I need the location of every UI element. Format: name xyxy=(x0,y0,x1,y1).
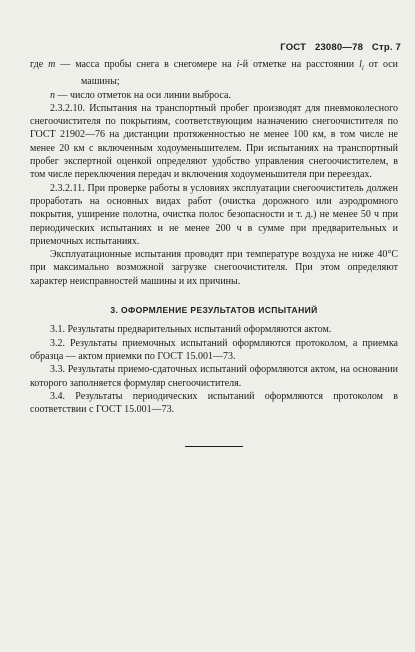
end-rule xyxy=(185,446,243,447)
sub-i: i xyxy=(361,64,364,72)
var-n: n xyxy=(50,89,55,101)
paragraph-3-2: 3.2. Результаты приемочных испытаний оформляются протоколом, а приемка образца — актом приемки по ГОСТ 15.001—73. xyxy=(30,337,398,362)
paragraph-3-3: 3.3. Результаты приемо-сдаточных испытаний оформляются актом, на основании которого заполняется формуляр снегоочистителя. xyxy=(30,364,398,389)
paragraph-2-3-2-11: 2.3.2.11. При проверке работы в условиях эксплуатации снегоочиститель должен проработать на основных видах работ (очистка дорожного или аэродромного покрытия, уширение полотна, очистка полос безопасности и т. д.) не менее 50 ч при периодических испытаниях и не менее 200 ч в сумме при предварительных и приемочных испытаниях. xyxy=(30,182,398,247)
page-header xyxy=(274,42,401,53)
var-i: i xyxy=(236,59,240,70)
section-heading: 3. ОФОРМЛЕНИЕ РЕЗУЛЬТАТОВ ИСПЫТАНИЙ xyxy=(110,305,318,316)
formula-explanation-m: где m — масса пробы снега в снегомере на i-й отметке на расстоянии $l_i$ от оси машины; xyxy=(30,59,399,88)
header-page-number: Стр. 7 xyxy=(371,42,401,53)
paragraph-2-3-2-10: 2.3.2.10. Испытания на транспортный пробег производят для пневмоколесного снегоочистителя по покрытиям, соответствующим назначению снегоочистителя по ГОСТ 21902—76 на дистанции протяженностью не менее 100 км, в том числе не менее 20 км с включенным ходоуменьшителем. При испытаниях на транспортный пробег экспертной оценкой определяют удобство управления снегоочистителем, в том числе переключения передач и включения ходоуменьшителя при переездах. xyxy=(30,102,398,181)
document-body xyxy=(30,58,398,447)
var-l: l xyxy=(359,59,362,70)
header-standard-number: 23080—78 xyxy=(314,42,364,53)
paragraph-operational-tests: Эксплуатационные испытания проводят при температуре воздуха не ниже 40°С при максимально возможной загрузке снегоочистителя. При этом определяют характер неисправностей машины и их причины. xyxy=(30,249,398,287)
paragraph-3-4: 3.4. Результаты периодических испытаний оформляются протоколом в соответствии с ГОСТ 15.001—73. xyxy=(30,390,398,416)
header-gost: ГОСТ xyxy=(280,42,307,53)
var-m: m xyxy=(48,59,56,70)
paragraph-3-1: 3.1. Результаты предварительных испытаний оформляются актом. xyxy=(50,324,332,336)
formula-explanation-n: n — число отметок на оси линии выброса. xyxy=(50,89,231,101)
